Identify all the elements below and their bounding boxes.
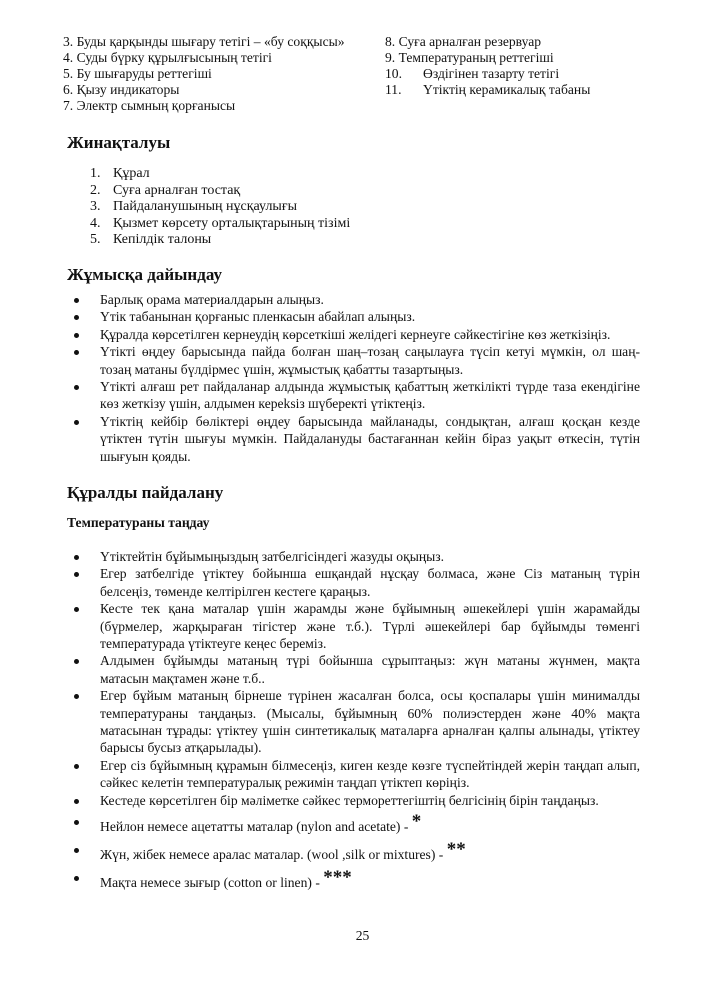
item-text: Кестеде көрсетілген бір мәліметке сәйкес термореттегіштің белгісінің бірін таңдаңыз. — [100, 792, 599, 808]
item-text: Кепілдік талоны — [113, 232, 212, 248]
contents-list — [90, 166, 350, 249]
item-text: Егер затбелгіде үтіктеу бойынша ешқандай нұсқау болмаса, және Сіз матаның түрін белсеңіз, төменде келтірілген кестеге қараңыз. — [100, 566, 640, 599]
bullet-icon — [74, 848, 79, 853]
fabric-item — [67, 810, 640, 838]
bullet-icon — [74, 555, 79, 560]
part-number: 8. — [385, 34, 396, 49]
item-text: Үтіктің кейбір бөліктері өңдеу барысында майланады, сондықтан, алғаш қосқан кезде үтіктен түтін шығуы мүмкін. Пайдалануды бастағаннан кейін біраз уақыт өткесін, түтін шығуын қояды. — [100, 413, 640, 464]
list-item — [67, 308, 640, 325]
item-number: 4. — [90, 215, 101, 231]
fabric-text: Нейлон немесе ацетатты маталар (nylon and acetate) - — [100, 819, 412, 834]
part-item — [385, 82, 590, 98]
part-item: 3. Буды қарқынды шығару тетігі – «бу соққысы» — [63, 34, 345, 49]
fabric-item — [67, 838, 640, 866]
fabric-list — [67, 810, 640, 894]
part-number: 11. — [385, 82, 402, 97]
temperature-mark: *** — [323, 867, 352, 888]
bullet-icon — [74, 572, 79, 577]
preparation-heading: Жұмысқа дайындау — [67, 265, 222, 284]
bullet-icon — [74, 385, 79, 390]
fabric-text: Мақта немесе зығыр (cotton or linen) - — [100, 875, 324, 890]
usage-heading: Құралды пайдалану — [67, 483, 224, 502]
bullet-icon — [74, 333, 79, 338]
list-item — [67, 326, 640, 343]
item-number: 3. — [90, 199, 101, 215]
item-text: Алдымен бұйымды матаның түрі бойынша сұрыптаңыз: жүн матаны жүнмен, мақта матасын мақтамен және т.б.. — [100, 653, 640, 686]
bullet-icon — [74, 820, 79, 825]
list-item — [67, 792, 640, 809]
bullet-icon — [74, 659, 79, 664]
usage-list — [67, 548, 640, 809]
bullet-icon — [74, 350, 79, 355]
page-number: 25 — [355, 928, 370, 943]
contents-item — [90, 183, 350, 200]
item-text: Кесте тек қана маталар үшін жарамды және бұйымның әшекейлері үшін жарамайды (бүрмелер, жарқыраған тігістер және т.б.). Түрлі әшекейлері бар бұйымды төменгі температурада үтіктеуге кеңес береміз. — [100, 601, 640, 652]
part-item — [385, 34, 590, 50]
temperature-mark: ** — [446, 839, 466, 860]
part-text: Температураның реттегіші — [398, 50, 554, 65]
part-item: 6. Қызу индикаторы — [63, 82, 180, 97]
list-item — [67, 757, 640, 792]
bullet-icon — [74, 420, 79, 425]
part-number: 9. — [385, 50, 396, 65]
contents-heading: Жинақталуы — [67, 133, 171, 152]
contents-item — [90, 232, 350, 249]
item-text: Үтікті өңдеу барысында пайда болған шаң–тозаң саңылауға түсіп кетуі мүмкін, ол шаң-тозаң матаны бүлдірмес үшін, жұмыстық қабатты тазартыңыз. — [100, 344, 640, 377]
bullet-icon — [74, 298, 79, 303]
contents-item — [90, 216, 350, 233]
item-text: Пайдаланушының нұсқаулығы — [113, 199, 297, 215]
item-number: 2. — [90, 182, 101, 198]
item-text: Егер бұйым матаның бірнеше түрінен жасалған болса, осы қоспалары үшін минималды температураны таңдаңыз. (Мысалы, бұйымның 60% полиэстерден және 40% мақта матасынан тұрады: үтіктеу үшін синтетикалық маталарға арналған қалпы алынады, үтіктеу барысы бусыз атқарылады). — [100, 688, 640, 756]
item-text: Үтік табанынан қорғаныс пленкасын абайлап алыңыз. — [100, 309, 416, 325]
item-number: 1. — [90, 166, 101, 181]
contents-item — [90, 199, 350, 216]
part-item: 4. Суды бүрку құрылғысының тетігі — [63, 50, 272, 65]
item-text: Құрал — [113, 166, 150, 181]
parts-list-left — [63, 34, 345, 114]
list-item — [67, 600, 640, 652]
item-text: Егер сіз бұйымның құрамын білмесеңіз, киген кезде көзге түспейтіндей жерін таңдап алып, сәйкес келетін температуралық режимін таңдап үтіктеп көріңіз. — [100, 757, 640, 791]
item-text: Суға арналған тостақ — [113, 182, 241, 198]
bullet-icon — [74, 876, 79, 881]
preparation-list — [67, 291, 640, 465]
bullet-icon — [74, 607, 79, 612]
part-item — [385, 66, 590, 82]
bullet-icon — [74, 694, 79, 699]
part-item: 7. Электр сымның қорғанысы — [63, 98, 236, 113]
list-item — [67, 291, 640, 308]
parts-list-right — [385, 34, 590, 98]
temperature-mark: * — [411, 811, 422, 832]
part-item — [385, 50, 590, 66]
part-number: 10. — [385, 66, 402, 81]
part-text: Үтіктің керамикалық табаны — [423, 82, 591, 97]
list-item — [67, 687, 640, 757]
item-text: Құралда көрсетілген кернеудің көрсеткіші желідегі кернеуге сәйкестігіне көз жеткізіңіз. — [100, 326, 611, 342]
list-item — [67, 413, 640, 465]
list-item — [67, 565, 640, 600]
part-text: Өздігінен тазарту тетігі — [423, 66, 560, 81]
list-item — [67, 548, 640, 565]
item-text: Үтікті алғаш рет пайдаланар алдында жұмыстық қабаттың жеткілікті түрде таза екендігіне көз жеткізу үшін, алдымен кереksіз шүберекті үтіктеңіз. — [100, 379, 640, 412]
item-number: 5. — [90, 232, 101, 248]
bullet-icon — [74, 799, 79, 804]
part-text: Суға арналған резервуар — [398, 34, 542, 49]
item-text: Үтіктейтін бұйымыңыздың затбелгісіндегі жазуды оқыңыз. — [100, 549, 445, 564]
item-text: Қызмет көрсету орталықтарының тізімі — [113, 215, 351, 231]
bullet-icon — [74, 764, 79, 769]
item-text: Барлық орама материалдарын алыңыз. — [100, 292, 324, 307]
contents-item — [90, 166, 350, 183]
fabric-item — [67, 866, 640, 894]
list-item — [67, 652, 640, 687]
list-item — [67, 343, 640, 378]
list-item — [67, 378, 640, 413]
bullet-icon — [74, 315, 79, 320]
part-item: 5. Бу шығаруды реттегіші — [63, 66, 212, 81]
temperature-subheading: Температураны таңдау — [67, 515, 210, 530]
fabric-text: Жүн, жібек немесе аралас маталар. (wool ,silk or mixtures) - — [100, 847, 447, 862]
